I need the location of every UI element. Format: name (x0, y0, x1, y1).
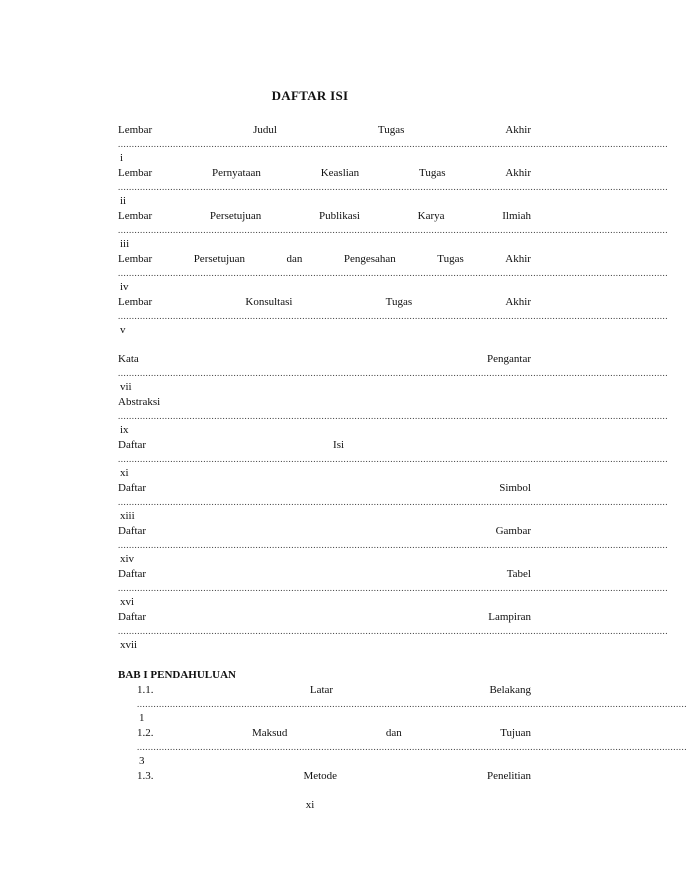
toc-page-number: xiii (120, 510, 135, 522)
toc-entry-title: Daftar Tabel (118, 568, 531, 580)
toc-entry-lembar-judul[interactable] (118, 123, 668, 165)
toc-page-number: xiv (120, 553, 135, 565)
toc-entry-daftar-lampiran[interactable] (118, 610, 668, 652)
toc-page-number: ix (120, 424, 129, 436)
toc-page-number: xi (120, 467, 129, 479)
toc-entry-title: Lembar Konsultasi Tugas Akhir (118, 296, 531, 308)
toc-entry-title: Daftar Isi (118, 439, 345, 451)
toc-entry-title: 1.3. Metode Penelitian (137, 770, 531, 782)
toc-entry-title: Lembar Persetujuan dan Pengesahan Tugas Akhir (118, 253, 531, 265)
toc-entry-title: 1.2. Maksud dan Tujuan (137, 727, 531, 739)
dot-leader: ........................................................................................................................................................................................................ (137, 699, 687, 709)
toc-page-number: i (120, 152, 124, 164)
toc-entry-title: 1.1. Latar Belakang (137, 684, 531, 696)
toc-entry-kata-pengantar[interactable] (118, 352, 668, 394)
toc-entry-title: Lembar Judul Tugas Akhir (118, 124, 531, 136)
toc-entry-lembar-pengesahan[interactable] (118, 252, 668, 294)
toc-entry-title: Daftar Lampiran (118, 611, 531, 623)
toc-page-number: xvii (120, 639, 138, 651)
chapter-heading[interactable]: BAB I PENDAHULUAN (118, 669, 236, 681)
toc-entry-daftar-tabel[interactable] (118, 567, 668, 609)
dot-leader: ........................................................................................................................................................................................................ (118, 368, 668, 378)
toc-entry-lembar-publikasi[interactable] (118, 209, 668, 251)
dot-leader: ........................................................................................................................................................................................................ (118, 139, 668, 149)
toc-entry-daftar-simbol[interactable] (118, 481, 668, 523)
toc-entry-title: Daftar Simbol (118, 482, 531, 494)
toc-entry-daftar-isi[interactable] (118, 438, 668, 480)
toc-page-number: 1 (139, 712, 145, 724)
toc-entry-title: Kata Pengantar (118, 353, 531, 365)
dot-leader: ........................................................................................................................................................................................................ (118, 454, 668, 464)
dot-leader: ........................................................................................................................................................................................................ (118, 182, 668, 192)
toc-entry-metode-penelitian[interactable] (137, 769, 531, 783)
dot-leader: ........................................................................................................................................................................................................ (118, 497, 668, 507)
toc-entry-title: Abstraksi (118, 396, 161, 408)
toc-page-number: xvi (120, 596, 135, 608)
dot-leader: ........................................................................................................................................................................................................ (118, 626, 668, 636)
toc-entry-lembar-pernyataan[interactable] (118, 166, 668, 208)
toc-entry-title: Lembar Persetujuan Publikasi Karya Ilmiah (118, 210, 531, 222)
toc-page-number: 3 (139, 755, 145, 767)
page-number-footer: xi (305, 799, 315, 811)
toc-entry-title: Lembar Pernyataan Keaslian Tugas Akhir (118, 167, 531, 179)
dot-leader: ........................................................................................................................................................................................................ (118, 411, 668, 421)
toc-page-number: iv (120, 281, 129, 293)
dot-leader: ........................................................................................................................................................................................................ (118, 583, 668, 593)
dot-leader: ........................................................................................................................................................................................................ (118, 311, 668, 321)
toc-entry-abstraksi[interactable] (118, 395, 668, 437)
toc-entry-title: Daftar Gambar (118, 525, 531, 537)
dot-leader: ........................................................................................................................................................................................................ (118, 225, 668, 235)
toc-page-number: ii (120, 195, 127, 207)
dot-leader: ........................................................................................................................................................................................................ (118, 540, 668, 550)
toc-entry-latar-belakang[interactable] (137, 683, 687, 725)
toc-entry-daftar-gambar[interactable] (118, 524, 668, 566)
dot-leader: ........................................................................................................................................................................................................ (137, 742, 687, 752)
toc-entry-lembar-konsultasi[interactable] (118, 295, 668, 337)
page-title: DAFTAR ISI (271, 88, 349, 103)
dot-leader: ........................................................................................................................................................................................................ (118, 268, 668, 278)
toc-entry-maksud-tujuan[interactable] (137, 726, 687, 768)
toc-page-number: iii (120, 238, 130, 250)
toc-page-number: vii (120, 381, 132, 393)
toc-page-number: v (120, 324, 126, 336)
